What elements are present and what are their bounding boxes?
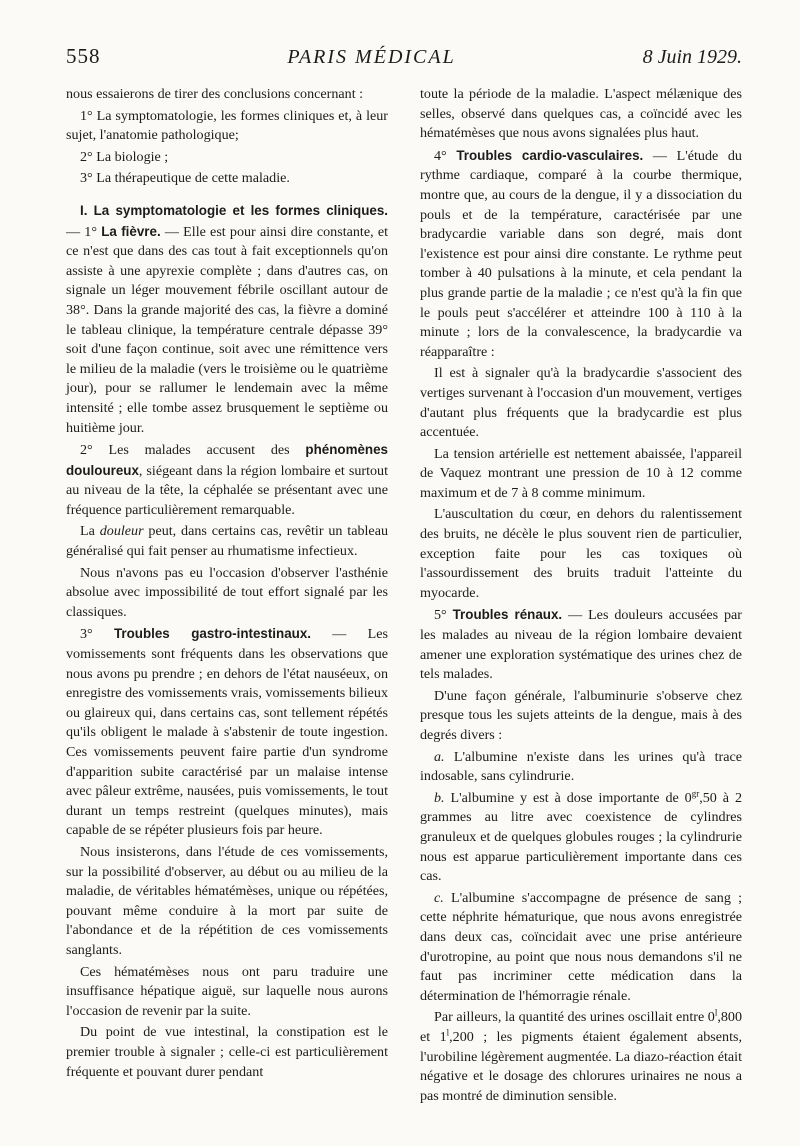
text-run: peut, dans certains cas, revêtir un tableau généralisé qui fait penser au rhumatisme infectieux. [66,523,388,560]
page-number: 558 [66,44,101,68]
list-item-a [420,748,742,787]
left-column [66,85,388,1108]
paragraph-urines [420,1008,742,1106]
paragraph: La tension artérielle est nettement abaissée, l'appareil de Vaquez montrant une pression de 10 à 12 comme maximum et de 7 à 8 comme minimum. [420,445,742,501]
list-item: 1° La symptomatologie, les formes cliniques et, à leur sujet, l'anatomie pathologique; [66,107,388,144]
text-run: — L'étude du rythme cardiaque, comparé à la courbe thermique, montre que, au cours de la dengue, il y a dissociation du pouls et de la température, caractérisée par une bradycardie variable dans son degré, mais dont l'existence est pour ainsi dire constante. Le rythme peut tomber à 40 pulsations à la minute, et cela pendant la plus grande partie de la maladie ; ce n'est qu'à la fin que le pouls peut s'accélérer et atteindre 100 à 110 à la minute ; lors de la convalescence, la bradycardie va réapparaître : [420,147,742,360]
paragraph: Nous insisterons, dans l'étude de ces vomissements, sur la possibilité d'observer, au début ou au milieu de la maladie, de véritables hématémèses, unique ou répétées, pouvant même conduire à la mort par suite de l'abondance et de la répétition de ces vomissements sanglants. [66,843,388,958]
subheading-gastro-intestinaux: Troubles gastro-intestinaux. [113,626,312,642]
text-run: ,200 ; les pigments étaient également absents, l'urobiline légèrement augmentée. La diazo-réaction était négative et le dosage des chlorures urinaires ne nous a pas montré de diminution sensible. [420,1028,742,1104]
paragraph: Ces hématémèses nous ont paru traduire une insuffisance hépatique aiguë, sur laquelle nous aurons l'occasion de revenir par la suite. [66,963,388,1019]
list-item-b [420,789,742,887]
text-run: 4° [434,147,457,164]
superscript: l [446,1027,450,1038]
text-run: — Les vomissements sont fréquents dans les observations que nous avons pu prendre ; en dehors de l'état nauséeux, on enregistre des vomissements vrais, vomissements bilieux ou glaireux qui, dans certains cas, sont tellement répétés qu'ils obligent le malade à s'abstenir de toute ingestion. Ces vomissements peuvent faire partie d'un syndrome d'apparition subite caractérisé par un malaise intense avec pâleur extrême, nausées, puis vomissements, le tout durant un temps restreint (quelques minutes), mais capable de se répéter plusieurs fois par heure. [66,626,388,839]
text-run: L'albumine n'existe dans les urines qu'à trace indosable, sans cylindrurie. [420,748,742,785]
section-heading: I. La symptomatologie et les formes cliniques. [80,202,388,218]
item-label: c. [434,889,444,906]
right-column [420,85,742,1108]
list-item-c [420,889,742,1007]
paragraph-renaux [420,605,742,684]
paragraph: nous essaierons de tirer des conclusions concernant : [66,86,364,102]
item-label: a. [434,748,445,765]
subheading-cardio-vasculaires: Troubles cardio-vasculaires. [456,147,644,163]
text-run: , siégeant dans la région lombaire et surtout au niveau de la tête, la céphalée se présentant avec une fréquence particulièrement remarquable. [66,462,388,518]
paragraph: L'auscultation du cœur, en dehors du ralentissement des bruits, ne décèle le plus souvent rien de particulier, exception faite pour les cas toxiques où l'assourdissement des bruits traduit l'atteinte du myocarde. [420,506,742,601]
text-run: La [80,523,100,540]
text-columns [66,85,742,1108]
superscript: gr [691,788,700,799]
italic-douleur: douleur [99,523,144,540]
paragraph-text: — Elle est pour ainsi dire constante, et ce n'est que dans des cas tout à fait exceptionnels qu'on assiste à une apyrexie complète ; dans d'autres cas, on signale un léger mouvement fébrile oscillant autour de 38°. Dans la grande majorité des cas, la fièvre a dominé le tableau clinique, la température centrale dépasse 39° soit d'une façon continue, soit avec une rémittence vers le milieu de la maladie (vers le troisième ou le quatrième jour), pour se rallumer le lendemain avec la même intensité ; elle tombe assez brusquement le septième ou huitième jour. [66,223,388,436]
list-item: 3° La thérapeutique de cette maladie. [80,170,290,187]
text-run: Par ailleurs, la quantité des urines oscillait entre 0 [434,1009,715,1026]
paragraph: Du point de vue intestinal, la constipation est le premier trouble à signaler ; celle-ci est particulièrement fréquente et pouvant durer pendant [66,1024,388,1080]
paragraph-gastro [66,624,388,841]
text-run: ,50 à 2 grammes au litre avec coexistence de cylindres granuleux et de quelques globules rouges ; la cylindrurie nous est apparue particulièrement importante dans ces cas. [420,789,742,885]
text-run: ,800 et 1 [420,1009,742,1045]
subheading-fievre: La fièvre. [101,223,161,239]
text-run: L'albumine s'accompagne de présence de sang ; cette néphrite hématurique, que nous avons enregistrée dans deux cas, coïncidait avec une prise antérieure d'urotropine, au point que nous nous demandons s'il ne faut pas incriminer cette médication dans la détermination de l'hémorragie rénale. [420,889,742,1004]
subheading-renaux: Troubles rénaux. [452,607,563,623]
text-run: 3° [80,626,114,643]
paragraph: D'une façon générale, l'albuminurie s'observe chez presque tous les sujets atteints de la dengue, mais à des degrés divers : [420,687,742,743]
text-run: 5° [434,607,453,624]
running-header [66,44,742,69]
list-item: 2° La biologie ; [80,148,169,165]
item-label: b. [434,789,445,806]
text-run: L'albumine y est à dose importante de 0 [444,789,692,806]
text-run: 2° Les malades accusent des [80,442,306,459]
paragraph-cardio [420,146,742,363]
superscript: l [714,1007,718,1018]
subheading-phenomenes-douloureux: phénomènes douloureux [66,442,388,478]
paragraph: toute la période de la maladie. L'aspect mélænique des selles, observé dans quelques cas, a coïncidé avec les hématémèses que nous avons signalées plus haut. [420,86,742,142]
paragraph-douleurs [66,440,388,520]
text-run: — Les douleurs accusées par les malades au niveau de la région lombaire devaient amener une exploration systématique des urines chez de tels malades. [420,607,742,683]
paragraph: Nous n'avons pas eu l'occasion d'observer l'asthénie absolue avec impossibilité de tout effort signalé par les classiques. [66,564,388,620]
issue-date: 8 Juin 1929. [642,46,742,68]
paragraph: Il est à signaler qu'à la bradycardie s'associent des vertiges survenant à l'occasion d'un mouvement, vertiges d'autant plus fréquents que la bradycardie est plus accentuée. [420,365,742,441]
dash-text: — 1° [66,223,102,240]
section-symptomatologie [66,201,388,438]
paragraph-douleur [66,522,388,561]
journal-title: PARIS MÉDICAL [287,46,456,68]
